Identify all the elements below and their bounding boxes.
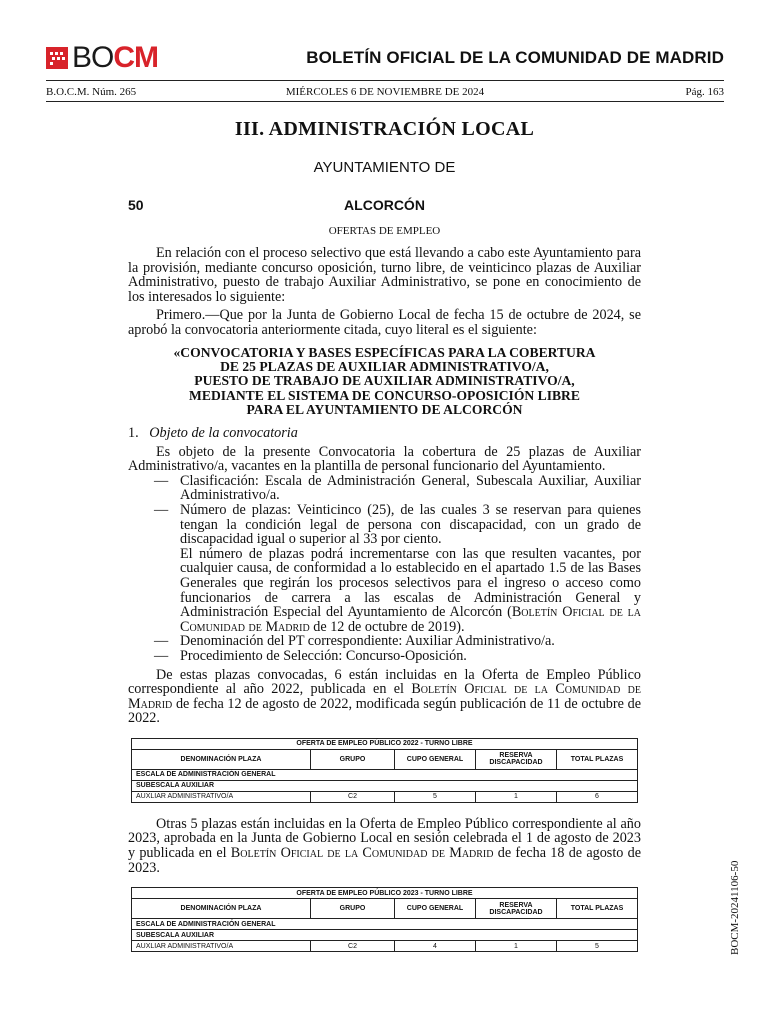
page-number: Pág. 163 <box>685 86 724 98</box>
list-item: — Denominación del PT correspondiente: Auxiliar Administrativo/a. <box>154 633 555 650</box>
paragraph-oep-2023: Otras 5 plazas están incluidas en la Oferta de Empleo Público correspondiente al año 2023, aprobada en la Junta de Gobierno Local en sesión celebrada el 1 de agosto de 2023 y publicada en el Boletín Oficial de la Comunidad de Madrid de fecha 18 de agosto de 2023. <box>128 815 641 876</box>
col-header: DENOMINACIÓN PLAZA <box>132 899 311 919</box>
col-header: RESERVA DISCAPACIDAD <box>476 749 557 769</box>
col-header: GRUPO <box>311 899 395 919</box>
list-continuation: El número de plazas podrá incrementarse con las que resulten vacantes, por cualquier causa, de conformidad a lo establecido en el apartado 1.5 de las Bases Generales que regirán los procesos selectivos para el ingreso o acceso como funcionarios de carrera a las escalas de Administración General y Administración Especial del Ayuntamiento de Alcorcón (Boletín Oficial de la Comunidad de Madrid de 12 de octubre de 2019). <box>180 545 641 635</box>
page-header <box>46 42 724 76</box>
col-header: CUPO GENERAL <box>395 749 476 769</box>
list-item: — Clasificación: Escala de Administración General, Subescala Auxiliar, Auxiliar Administrativo/a. <box>154 472 641 504</box>
group-row: SUBESCALA AUXILIAR <box>132 780 638 791</box>
paragraph-intro: En relación con el proceso selectivo que está llevando a cabo este Ayuntamiento para la provisión, mediante concurso oposición, turno libre, de veinticinco plazas de Auxiliar Administrativo, puesto de trabajo Auxiliar Administrativo, se pone en conocimiento de los interesados lo siguiente: <box>128 245 641 305</box>
list-item: — Procedimiento de Selección: Concurso-Oposición. <box>154 647 467 664</box>
bocm-logo[interactable] <box>46 42 158 74</box>
meta-divider <box>46 101 724 102</box>
madrid-flag-icon <box>46 47 68 69</box>
col-header: TOTAL PLAZAS <box>557 899 638 919</box>
table-row: AUXLIAR ADMINISTRATIVO/A C2 5 1 6 <box>132 791 638 802</box>
header-divider <box>46 80 724 81</box>
col-header: CUPO GENERAL <box>395 899 476 919</box>
journal-title: BOLETÍN OFICIAL DE LA COMUNIDAD DE MADRID <box>306 48 724 67</box>
table-oep-2023 <box>131 887 638 952</box>
conditions-list-more <box>128 634 641 663</box>
convocatoria-title: «CONVOCATORIA Y BASES ESPECÍFICAS PARA LA COBERTURA DE 25 PLAZAS DE AUXILIAR ADMINISTRATIVO/A, PUESTO DE TRABAJO DE AUXILIAR ADMINISTRATIVO/A, MEDIANTE EL SISTEMA DE CONCURSO-OPOSICIÓN LIBRE PARA EL AYUNTAMIENTO DE ALCORCÓN <box>173 344 596 418</box>
issue-meta <box>46 86 724 100</box>
group-row: SUBESCALA AUXILIAR <box>132 930 638 941</box>
subject-line: OFERTAS DE EMPLEO <box>328 225 441 237</box>
paragraph-primero: Primero.—Que por la Junta de Gobierno Local de fecha 15 de octubre de 2024, se aprobó la convocatoria anteriormente citada, cuyo literal es el siguiente: <box>128 307 641 338</box>
table-caption: OFERTA DE EMPLEO PÚBLICO 2023 - TURNO LIBRE <box>132 888 638 899</box>
issue-date: MIÉRCOLES 6 DE NOVIEMBRE DE 2024 <box>285 86 485 98</box>
conditions-list <box>128 474 641 547</box>
col-header: TOTAL PLAZAS <box>557 749 638 769</box>
document-body <box>128 118 641 966</box>
entry-number: 50 <box>128 197 144 213</box>
document-code: BOCM-20241106-50 <box>729 860 741 955</box>
col-header: GRUPO <box>311 749 395 769</box>
entity-name: ALCORCÓN <box>344 197 425 213</box>
section-title: III. ADMINISTRACIÓN LOCAL <box>234 118 535 140</box>
table-row: AUXLIAR ADMINISTRATIVO/A C2 4 1 5 <box>132 941 638 952</box>
entity-type: AYUNTAMIENTO DE <box>313 159 456 176</box>
issue-number: B.O.C.M. Núm. 265 <box>46 86 137 98</box>
group-row: ESCALA DE ADMINISTRACIÓN GENERAL <box>132 769 638 780</box>
group-row: ESCALA DE ADMINISTRACIÓN GENERAL <box>132 919 638 930</box>
list-item: — Número de plazas: Veinticinco (25), de las cuales 3 se reservan para quienes tengan la condición legal de persona con discapacidad, con un grado de discapacidad igual o superior al 33 por ciento. <box>154 501 641 548</box>
paragraph-oep-2022: De estas plazas convocadas, 6 están incluidas en la Oferta de Empleo Público correspondiente al año 2022, publicada en el Boletín Oficial de la Comunidad de Madrid de fecha 12 de agosto de 2022, modificada según publicación de 11 de octubre de 2022. <box>128 666 641 727</box>
paragraph-objeto: Es objeto de la presente Convocatoria la cobertura de 25 plazas de Auxiliar Administrativo/a, vacantes en la plantilla de personal funcionario del Ayuntamiento. <box>128 443 641 475</box>
entity-row <box>128 197 641 217</box>
table-caption: OFERTA DE EMPLEO PÚBLICO 2022 - TURNO LIBRE <box>132 738 638 749</box>
col-header: RESERVA DISCAPACIDAD <box>476 899 557 919</box>
col-header: DENOMINACIÓN PLAZA <box>132 749 311 769</box>
article-heading: 1. Objeto de la convocatoria <box>128 424 298 441</box>
table-oep-2022 <box>131 738 638 803</box>
logo-text: BOCM <box>72 41 159 74</box>
